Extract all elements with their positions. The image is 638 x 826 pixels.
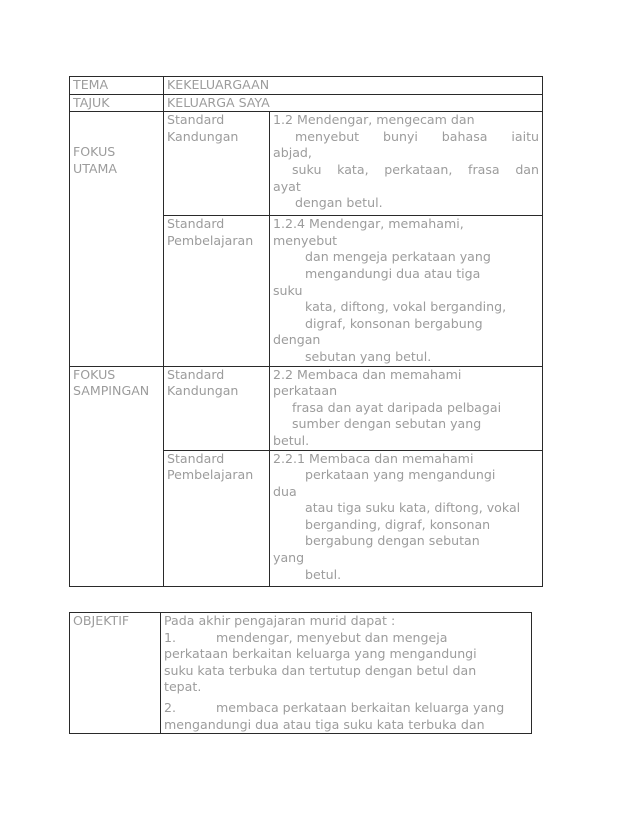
fokus-utama-label: FOKUS UTAMA [70,112,164,366]
standard-pembelajaran-text: 2.2.1 Membaca dan memahami perkataan yang mengandungi dua atau tiga suku kata, diftong, vokal berganding, digraf, konsonan bergabung dengan sebutan yang betul. [270,450,543,586]
fokus-sampingan-label: FOKUS SAMPINGAN [70,366,164,586]
tema-value: KEKELUARGAAN [164,77,543,95]
tema-label: TEMA [70,77,164,95]
standard-kandungan-text: 1.2 Mendengar, mengecam dan menyebut bunyi bahasa iaitu abjad, suku kata, perkataan, frasa dan ayat dengan betul. [270,112,543,216]
standard-pembelajaran-label: Standard Pembelajaran [164,216,270,366]
standard-kandungan-label: Standard Kandungan [164,112,270,216]
objektif-label: OBJEKTIF [70,613,161,734]
standard-pembelajaran-text: 1.2.4 Mendengar, memahami, menyebut dan mengeja perkataan yang mengandungi dua atau tiga suku kata, diftong, vokal berganding, digraf, konsonan bergabung dengan sebutan yang betul. [270,216,543,366]
lesson-info-table [69,76,543,587]
standard-kandungan-label: Standard Kandungan [164,366,270,450]
objective-item: 1. mendengar, menyebut dan mengeja [164,629,448,645]
objektif-text: Pada akhir pengajaran murid dapat : 1. mendengar, menyebut dan mengeja perkataan berkaitan keluarga yang mengandungi suku kata terbuka dan tertutup dengan betul dan tepat. 2. membaca perkataan berkaitan keluarga yang mengandungi dua atau tiga suku kata terbuka dan [161,613,532,734]
standard-pembelajaran-label: Standard Pembelajaran [164,450,270,586]
objective-table [69,612,532,734]
standard-kandungan-text: 2.2 Membaca dan memahami perkataan frasa dan ayat daripada pelbagai sumber dengan sebutan yang betul. [270,366,543,450]
table-row [70,112,543,216]
table-row [70,366,543,450]
tajuk-value: KELUARGA SAYA [164,94,543,112]
table-row [70,94,543,112]
table-row [70,613,532,734]
table-row [70,77,543,95]
objective-item: 2. membaca perkataan berkaitan keluarga yang [164,699,505,715]
tajuk-label: TAJUK [70,94,164,112]
